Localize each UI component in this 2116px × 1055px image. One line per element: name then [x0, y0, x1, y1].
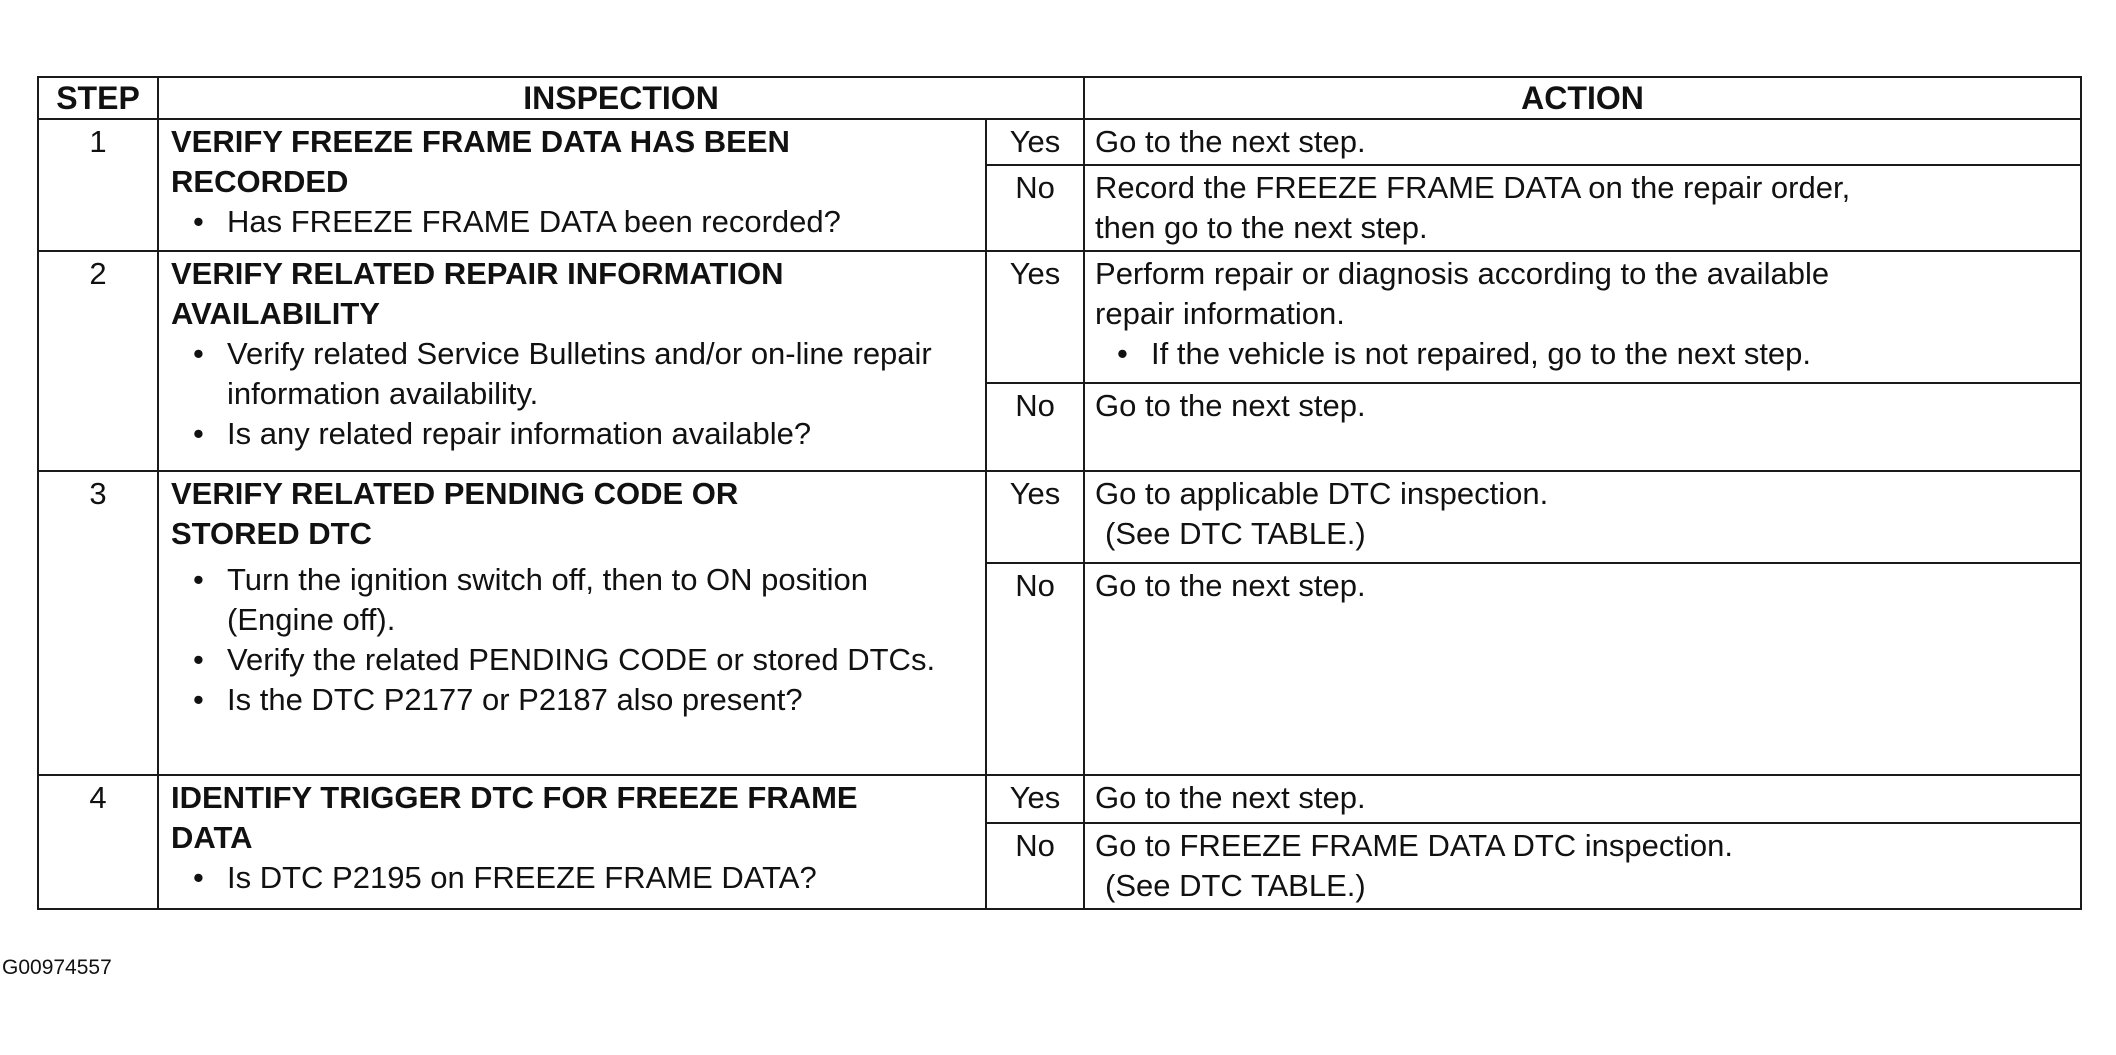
inspection-cell	[158, 251, 986, 471]
list-item	[171, 202, 975, 242]
action-cell	[1084, 251, 2081, 383]
action-cell	[1084, 165, 2081, 251]
step-number: 4	[38, 775, 158, 909]
action-text: Go to the next step.	[1095, 780, 1366, 815]
action-text: Record the FREEZE FRAME DATA on the repair order,	[1095, 170, 1851, 205]
action-text: (See DTC TABLE.)	[1105, 516, 1366, 551]
yes-label: Yes	[986, 471, 1084, 563]
action-cell	[1084, 563, 2081, 775]
no-label: No	[986, 165, 1084, 251]
action-text: Go to applicable DTC inspection.	[1095, 476, 1549, 511]
action-cell	[1084, 823, 2081, 909]
inspection-title-line: VERIFY RELATED PENDING CODE OR	[171, 476, 739, 511]
list-item	[171, 680, 975, 720]
bullet-icon: •	[193, 860, 204, 895]
table-row	[38, 251, 2081, 383]
table-row	[38, 775, 2081, 823]
action-text: Go to the next step.	[1095, 388, 1366, 423]
bullet-text: Verify related Service Bulletins and/or on-line repair information availability.	[227, 336, 932, 411]
step-number: 3	[38, 471, 158, 775]
inspection-cell	[158, 471, 986, 775]
bullet-icon: •	[193, 204, 204, 239]
bullet-icon: •	[193, 562, 204, 597]
bullet-text: If the vehicle is not repaired, go to the next step.	[1151, 336, 1812, 371]
action-cell	[1084, 119, 2081, 165]
bullet-text: Is the DTC P2177 or P2187 also present?	[227, 682, 803, 717]
inspection-bullets	[171, 202, 975, 242]
header-inspection: INSPECTION	[158, 77, 1084, 119]
action-text: repair information.	[1095, 296, 1345, 331]
list-item	[1095, 334, 2070, 374]
diagnostic-table	[37, 76, 2082, 910]
inspection-title-line: AVAILABILITY	[171, 296, 380, 331]
bullet-icon: •	[193, 416, 204, 451]
table-header-row	[38, 77, 2081, 119]
bullet-icon: •	[1117, 336, 1128, 371]
yes-label: Yes	[986, 775, 1084, 823]
figure-id: G00974557	[2, 956, 112, 979]
bullet-icon: •	[193, 336, 204, 371]
list-item	[171, 858, 975, 898]
list-item	[171, 560, 975, 640]
inspection-title-line: VERIFY FREEZE FRAME DATA HAS BEEN	[171, 124, 790, 159]
bullet-text: Has FREEZE FRAME DATA been recorded?	[227, 204, 841, 239]
inspection-bullets	[171, 334, 975, 454]
inspection-title-line: STORED DTC	[171, 516, 372, 551]
list-item	[171, 334, 975, 414]
action-text: then go to the next step.	[1095, 210, 1428, 245]
inspection-cell	[158, 119, 986, 251]
yes-label: Yes	[986, 251, 1084, 383]
yes-label: Yes	[986, 119, 1084, 165]
no-label: No	[986, 383, 1084, 471]
bullet-text: Turn the ignition switch off, then to ON position (Engine off).	[227, 562, 869, 637]
table-row	[38, 119, 2081, 165]
action-text: Go to the next step.	[1095, 124, 1366, 159]
action-text: Go to FREEZE FRAME DATA DTC inspection.	[1095, 828, 1733, 863]
header-step: STEP	[38, 77, 158, 119]
inspection-title-line: DATA	[171, 820, 253, 855]
action-cell	[1084, 775, 2081, 823]
action-bullets	[1095, 334, 2070, 374]
inspection-cell	[158, 775, 986, 909]
no-label: No	[986, 563, 1084, 775]
inspection-bullets	[171, 560, 975, 720]
bullet-icon: •	[193, 642, 204, 677]
bullet-icon: •	[193, 682, 204, 717]
inspection-title-line: VERIFY RELATED REPAIR INFORMATION	[171, 256, 784, 291]
action-cell	[1084, 383, 2081, 471]
action-text: (See DTC TABLE.)	[1105, 868, 1366, 903]
bullet-text: Verify the related PENDING CODE or stored DTCs.	[227, 642, 936, 677]
step-number: 2	[38, 251, 158, 471]
action-cell	[1084, 471, 2081, 563]
bullet-text: Is DTC P2195 on FREEZE FRAME DATA?	[227, 860, 817, 895]
list-item	[171, 640, 975, 680]
action-text: Go to the next step.	[1095, 568, 1366, 603]
bullet-text: Is any related repair information available?	[227, 416, 812, 451]
inspection-bullets	[171, 858, 975, 898]
step-number: 1	[38, 119, 158, 251]
inspection-title-line: IDENTIFY TRIGGER DTC FOR FREEZE FRAME	[171, 780, 858, 815]
list-item	[171, 414, 975, 454]
inspection-title-line: RECORDED	[171, 164, 349, 199]
header-action: ACTION	[1084, 77, 2081, 119]
action-text: Perform repair or diagnosis according to the available	[1095, 256, 1830, 291]
no-label: No	[986, 823, 1084, 909]
table-row	[38, 471, 2081, 563]
